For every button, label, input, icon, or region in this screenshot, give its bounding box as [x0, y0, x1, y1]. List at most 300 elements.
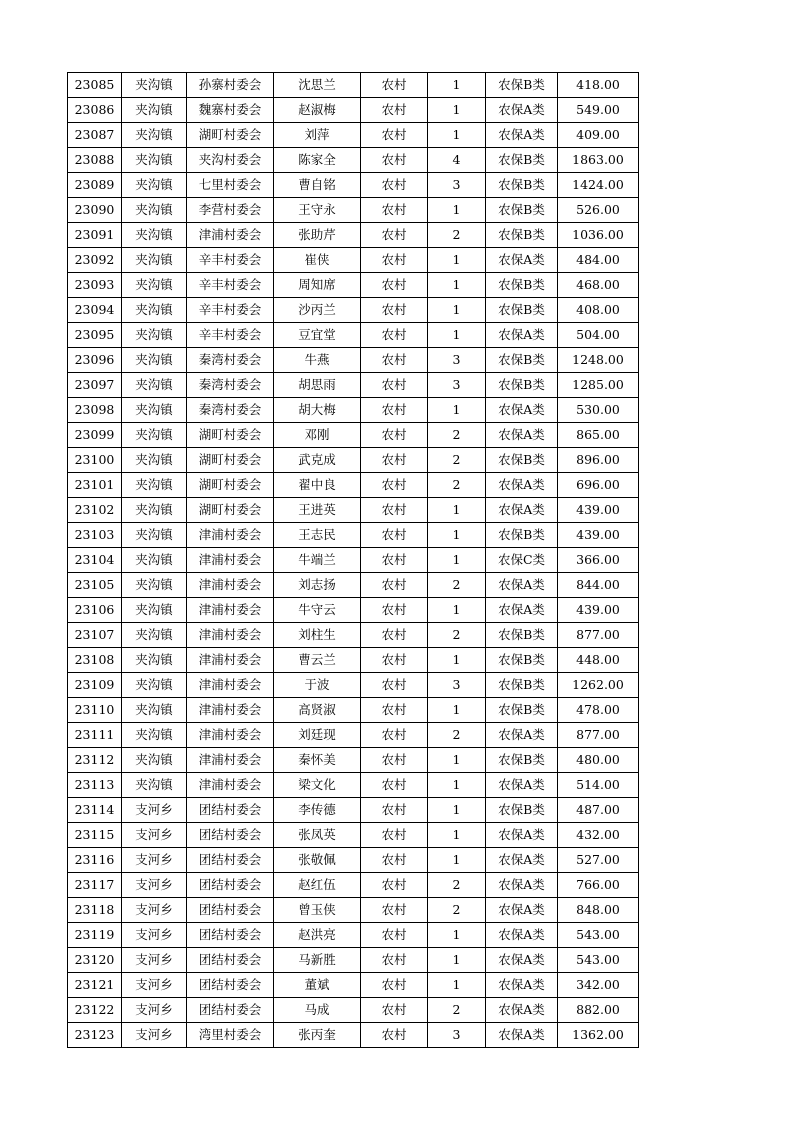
cell-household-size: 3	[428, 348, 486, 373]
cell-town: 夹沟镇	[122, 648, 187, 673]
cell-household-type: 农村	[361, 98, 428, 123]
cell-person-name: 刘廷现	[274, 723, 361, 748]
cell-household-size: 1	[428, 923, 486, 948]
cell-amount: 766.00	[558, 873, 639, 898]
cell-household-type: 农村	[361, 973, 428, 998]
cell-record-id: 23105	[68, 573, 122, 598]
cell-insurance-category: 农保B类	[486, 73, 558, 98]
cell-person-name: 董斌	[274, 973, 361, 998]
cell-village-committee: 孙寨村委会	[187, 73, 274, 98]
cell-record-id: 23109	[68, 673, 122, 698]
cell-household-size: 1	[428, 848, 486, 873]
table-row	[68, 98, 639, 123]
cell-record-id: 23104	[68, 548, 122, 573]
cell-household-type: 农村	[361, 298, 428, 323]
cell-household-size: 2	[428, 623, 486, 648]
table-row	[68, 623, 639, 648]
cell-insurance-category: 农保B类	[486, 523, 558, 548]
cell-insurance-category: 农保A类	[486, 598, 558, 623]
cell-person-name: 赵洪亮	[274, 923, 361, 948]
cell-household-type: 农村	[361, 723, 428, 748]
cell-household-type: 农村	[361, 73, 428, 98]
cell-town: 夹沟镇	[122, 423, 187, 448]
table-row	[68, 598, 639, 623]
cell-insurance-category: 农保B类	[486, 748, 558, 773]
cell-town: 夹沟镇	[122, 548, 187, 573]
cell-village-committee: 团结村委会	[187, 998, 274, 1023]
cell-household-type: 农村	[361, 123, 428, 148]
cell-household-type: 农村	[361, 1023, 428, 1048]
cell-person-name: 陈家全	[274, 148, 361, 173]
table-row	[68, 698, 639, 723]
cell-household-type: 农村	[361, 323, 428, 348]
cell-insurance-category: 农保A类	[486, 98, 558, 123]
cell-person-name: 赵红伍	[274, 873, 361, 898]
cell-household-size: 1	[428, 648, 486, 673]
cell-town: 夹沟镇	[122, 673, 187, 698]
cell-household-type: 农村	[361, 673, 428, 698]
cell-village-committee: 津浦村委会	[187, 698, 274, 723]
table-row	[68, 123, 639, 148]
cell-household-type: 农村	[361, 698, 428, 723]
cell-person-name: 刘萍	[274, 123, 361, 148]
cell-village-committee: 团结村委会	[187, 973, 274, 998]
cell-amount: 439.00	[558, 523, 639, 548]
cell-town: 夹沟镇	[122, 748, 187, 773]
cell-village-committee: 团结村委会	[187, 898, 274, 923]
cell-amount: 526.00	[558, 198, 639, 223]
cell-record-id: 23114	[68, 798, 122, 823]
cell-town: 夹沟镇	[122, 73, 187, 98]
table-row	[68, 1023, 639, 1048]
cell-insurance-category: 农保A类	[486, 998, 558, 1023]
table-row	[68, 248, 639, 273]
cell-town: 夹沟镇	[122, 98, 187, 123]
cell-person-name: 赵淑梅	[274, 98, 361, 123]
cell-record-id: 23100	[68, 448, 122, 473]
cell-person-name: 胡思雨	[274, 373, 361, 398]
records-table	[67, 72, 639, 1048]
cell-insurance-category: 农保A类	[486, 848, 558, 873]
cell-household-size: 1	[428, 748, 486, 773]
cell-record-id: 23085	[68, 73, 122, 98]
table-row	[68, 423, 639, 448]
cell-village-committee: 七里村委会	[187, 173, 274, 198]
cell-household-type: 农村	[361, 223, 428, 248]
cell-amount: 882.00	[558, 998, 639, 1023]
cell-amount: 484.00	[558, 248, 639, 273]
cell-town: 夹沟镇	[122, 448, 187, 473]
cell-village-committee: 津浦村委会	[187, 548, 274, 573]
cell-household-type: 农村	[361, 423, 428, 448]
cell-village-committee: 津浦村委会	[187, 598, 274, 623]
cell-person-name: 曹云兰	[274, 648, 361, 673]
cell-amount: 527.00	[558, 848, 639, 873]
cell-person-name: 周知席	[274, 273, 361, 298]
cell-village-committee: 秦湾村委会	[187, 348, 274, 373]
cell-amount: 549.00	[558, 98, 639, 123]
table-row	[68, 848, 639, 873]
table-row	[68, 348, 639, 373]
cell-record-id: 23107	[68, 623, 122, 648]
cell-household-size: 2	[428, 723, 486, 748]
cell-insurance-category: 农保A类	[486, 898, 558, 923]
cell-village-committee: 团结村委会	[187, 848, 274, 873]
cell-amount: 848.00	[558, 898, 639, 923]
cell-household-size: 1	[428, 973, 486, 998]
cell-village-committee: 团结村委会	[187, 823, 274, 848]
cell-record-id: 23094	[68, 298, 122, 323]
cell-household-size: 1	[428, 248, 486, 273]
cell-household-size: 1	[428, 948, 486, 973]
cell-person-name: 张敬佩	[274, 848, 361, 873]
cell-town: 夹沟镇	[122, 173, 187, 198]
cell-household-type: 农村	[361, 873, 428, 898]
cell-insurance-category: 农保B类	[486, 173, 558, 198]
cell-village-committee: 津浦村委会	[187, 573, 274, 598]
cell-household-type: 农村	[361, 898, 428, 923]
cell-town: 支河乡	[122, 823, 187, 848]
cell-amount: 418.00	[558, 73, 639, 98]
cell-record-id: 23101	[68, 473, 122, 498]
cell-village-committee: 津浦村委会	[187, 523, 274, 548]
cell-town: 支河乡	[122, 998, 187, 1023]
cell-amount: 409.00	[558, 123, 639, 148]
cell-record-id: 23122	[68, 998, 122, 1023]
cell-town: 夹沟镇	[122, 498, 187, 523]
cell-household-size: 2	[428, 998, 486, 1023]
cell-person-name: 马新胜	[274, 948, 361, 973]
cell-town: 支河乡	[122, 898, 187, 923]
cell-record-id: 23088	[68, 148, 122, 173]
cell-town: 夹沟镇	[122, 623, 187, 648]
cell-insurance-category: 农保A类	[486, 498, 558, 523]
cell-amount: 448.00	[558, 648, 639, 673]
cell-insurance-category: 农保B类	[486, 373, 558, 398]
cell-record-id: 23115	[68, 823, 122, 848]
cell-insurance-category: 农保A类	[486, 723, 558, 748]
cell-person-name: 李传德	[274, 798, 361, 823]
cell-insurance-category: 农保A类	[486, 423, 558, 448]
cell-household-type: 农村	[361, 273, 428, 298]
cell-insurance-category: 农保B类	[486, 223, 558, 248]
cell-insurance-category: 农保A类	[486, 473, 558, 498]
cell-village-committee: 辛丰村委会	[187, 248, 274, 273]
cell-household-size: 1	[428, 298, 486, 323]
cell-household-size: 3	[428, 1023, 486, 1048]
cell-town: 夹沟镇	[122, 598, 187, 623]
cell-town: 夹沟镇	[122, 473, 187, 498]
cell-amount: 1863.00	[558, 148, 639, 173]
cell-person-name: 王进英	[274, 498, 361, 523]
cell-insurance-category: 农保A类	[486, 123, 558, 148]
cell-person-name: 张丙奎	[274, 1023, 361, 1048]
cell-town: 夹沟镇	[122, 298, 187, 323]
cell-amount: 865.00	[558, 423, 639, 448]
cell-village-committee: 秦湾村委会	[187, 373, 274, 398]
cell-insurance-category: 农保C类	[486, 548, 558, 573]
cell-village-committee: 团结村委会	[187, 923, 274, 948]
cell-household-size: 2	[428, 423, 486, 448]
cell-insurance-category: 农保A类	[486, 773, 558, 798]
cell-amount: 543.00	[558, 948, 639, 973]
cell-household-size: 1	[428, 548, 486, 573]
cell-village-committee: 湖町村委会	[187, 448, 274, 473]
cell-record-id: 23117	[68, 873, 122, 898]
table-row	[68, 798, 639, 823]
cell-record-id: 23092	[68, 248, 122, 273]
cell-village-committee: 辛丰村委会	[187, 298, 274, 323]
cell-person-name: 豆宜堂	[274, 323, 361, 348]
cell-amount: 504.00	[558, 323, 639, 348]
cell-amount: 366.00	[558, 548, 639, 573]
cell-record-id: 23120	[68, 948, 122, 973]
cell-household-size: 1	[428, 498, 486, 523]
cell-household-size: 2	[428, 898, 486, 923]
cell-household-size: 1	[428, 698, 486, 723]
cell-amount: 480.00	[558, 748, 639, 773]
cell-household-type: 农村	[361, 573, 428, 598]
cell-household-size: 1	[428, 823, 486, 848]
cell-insurance-category: 农保B类	[486, 298, 558, 323]
cell-person-name: 张凤英	[274, 823, 361, 848]
cell-insurance-category: 农保A类	[486, 948, 558, 973]
cell-town: 夹沟镇	[122, 698, 187, 723]
cell-village-committee: 秦湾村委会	[187, 398, 274, 423]
cell-record-id: 23106	[68, 598, 122, 623]
cell-household-size: 3	[428, 373, 486, 398]
cell-household-type: 农村	[361, 348, 428, 373]
cell-insurance-category: 农保B类	[486, 798, 558, 823]
cell-household-type: 农村	[361, 823, 428, 848]
cell-town: 夹沟镇	[122, 198, 187, 223]
cell-person-name: 刘志扬	[274, 573, 361, 598]
cell-household-type: 农村	[361, 248, 428, 273]
table-row	[68, 373, 639, 398]
cell-town: 夹沟镇	[122, 148, 187, 173]
cell-village-committee: 魏寨村委会	[187, 98, 274, 123]
table-row	[68, 948, 639, 973]
cell-person-name: 于波	[274, 673, 361, 698]
cell-household-type: 农村	[361, 648, 428, 673]
cell-insurance-category: 农保A类	[486, 323, 558, 348]
cell-household-type: 农村	[361, 523, 428, 548]
cell-insurance-category: 农保A类	[486, 573, 558, 598]
cell-record-id: 23090	[68, 198, 122, 223]
table-row	[68, 398, 639, 423]
cell-village-committee: 辛丰村委会	[187, 323, 274, 348]
cell-record-id: 23102	[68, 498, 122, 523]
cell-household-size: 1	[428, 273, 486, 298]
cell-village-committee: 津浦村委会	[187, 723, 274, 748]
cell-village-committee: 津浦村委会	[187, 223, 274, 248]
cell-town: 支河乡	[122, 798, 187, 823]
cell-person-name: 翟中良	[274, 473, 361, 498]
cell-village-committee: 夹沟村委会	[187, 148, 274, 173]
cell-household-size: 1	[428, 523, 486, 548]
cell-amount: 877.00	[558, 623, 639, 648]
cell-household-type: 农村	[361, 173, 428, 198]
cell-person-name: 沙丙兰	[274, 298, 361, 323]
cell-household-type: 农村	[361, 198, 428, 223]
cell-amount: 408.00	[558, 298, 639, 323]
cell-household-type: 农村	[361, 998, 428, 1023]
cell-amount: 1285.00	[558, 373, 639, 398]
cell-record-id: 23116	[68, 848, 122, 873]
cell-record-id: 23095	[68, 323, 122, 348]
cell-person-name: 王守永	[274, 198, 361, 223]
cell-household-size: 2	[428, 873, 486, 898]
cell-town: 夹沟镇	[122, 573, 187, 598]
cell-insurance-category: 农保A类	[486, 1023, 558, 1048]
cell-village-committee: 团结村委会	[187, 798, 274, 823]
cell-insurance-category: 农保A类	[486, 248, 558, 273]
cell-village-committee: 湖町村委会	[187, 498, 274, 523]
table-row	[68, 823, 639, 848]
cell-record-id: 23089	[68, 173, 122, 198]
cell-village-committee: 湾里村委会	[187, 1023, 274, 1048]
cell-village-committee: 湖町村委会	[187, 423, 274, 448]
cell-insurance-category: 农保B类	[486, 448, 558, 473]
cell-amount: 468.00	[558, 273, 639, 298]
cell-record-id: 23108	[68, 648, 122, 673]
cell-household-type: 农村	[361, 548, 428, 573]
cell-insurance-category: 农保B类	[486, 648, 558, 673]
cell-insurance-category: 农保B类	[486, 673, 558, 698]
cell-town: 支河乡	[122, 948, 187, 973]
cell-household-size: 1	[428, 98, 486, 123]
cell-insurance-category: 农保A类	[486, 873, 558, 898]
cell-record-id: 23112	[68, 748, 122, 773]
cell-village-committee: 辛丰村委会	[187, 273, 274, 298]
cell-insurance-category: 农保B类	[486, 198, 558, 223]
cell-amount: 342.00	[558, 973, 639, 998]
cell-amount: 877.00	[558, 723, 639, 748]
cell-household-size: 2	[428, 448, 486, 473]
cell-record-id: 23118	[68, 898, 122, 923]
cell-insurance-category: 农保A类	[486, 973, 558, 998]
cell-amount: 696.00	[558, 473, 639, 498]
cell-person-name: 胡大梅	[274, 398, 361, 423]
cell-household-size: 1	[428, 398, 486, 423]
cell-household-type: 农村	[361, 498, 428, 523]
table-row	[68, 648, 639, 673]
table-row	[68, 973, 639, 998]
cell-household-size: 1	[428, 798, 486, 823]
cell-village-committee: 津浦村委会	[187, 648, 274, 673]
cell-amount: 439.00	[558, 598, 639, 623]
cell-town: 支河乡	[122, 1023, 187, 1048]
cell-person-name: 马成	[274, 998, 361, 1023]
cell-household-type: 农村	[361, 598, 428, 623]
cell-town: 夹沟镇	[122, 398, 187, 423]
table-row	[68, 723, 639, 748]
table-row	[68, 273, 639, 298]
cell-person-name: 张助芹	[274, 223, 361, 248]
cell-insurance-category: 农保B类	[486, 698, 558, 723]
table-row	[68, 73, 639, 98]
cell-household-type: 农村	[361, 773, 428, 798]
cell-person-name: 梁文化	[274, 773, 361, 798]
cell-person-name: 王志民	[274, 523, 361, 548]
cell-insurance-category: 农保A类	[486, 823, 558, 848]
cell-record-id: 23113	[68, 773, 122, 798]
cell-household-size: 2	[428, 573, 486, 598]
cell-amount: 1262.00	[558, 673, 639, 698]
table-row	[68, 748, 639, 773]
cell-household-type: 农村	[361, 948, 428, 973]
cell-household-type: 农村	[361, 748, 428, 773]
cell-household-size: 1	[428, 773, 486, 798]
cell-household-size: 4	[428, 148, 486, 173]
cell-insurance-category: 农保B类	[486, 623, 558, 648]
cell-household-type: 农村	[361, 623, 428, 648]
cell-insurance-category: 农保B类	[486, 348, 558, 373]
cell-record-id: 23087	[68, 123, 122, 148]
cell-town: 夹沟镇	[122, 248, 187, 273]
cell-record-id: 23091	[68, 223, 122, 248]
cell-town: 支河乡	[122, 973, 187, 998]
cell-person-name: 秦怀美	[274, 748, 361, 773]
cell-amount: 1036.00	[558, 223, 639, 248]
cell-amount: 432.00	[558, 823, 639, 848]
cell-town: 夹沟镇	[122, 223, 187, 248]
cell-amount: 478.00	[558, 698, 639, 723]
cell-insurance-category: 农保A类	[486, 398, 558, 423]
cell-town: 夹沟镇	[122, 123, 187, 148]
cell-household-type: 农村	[361, 148, 428, 173]
table-row	[68, 898, 639, 923]
cell-household-type: 农村	[361, 398, 428, 423]
table-row	[68, 923, 639, 948]
table-row	[68, 573, 639, 598]
cell-household-size: 2	[428, 223, 486, 248]
cell-household-type: 农村	[361, 448, 428, 473]
table-row	[68, 148, 639, 173]
cell-amount: 1248.00	[558, 348, 639, 373]
cell-household-type: 农村	[361, 473, 428, 498]
table-row	[68, 873, 639, 898]
cell-record-id: 23096	[68, 348, 122, 373]
table-row	[68, 448, 639, 473]
cell-amount: 543.00	[558, 923, 639, 948]
cell-town: 夹沟镇	[122, 373, 187, 398]
cell-record-id: 23097	[68, 373, 122, 398]
cell-town: 支河乡	[122, 848, 187, 873]
cell-household-size: 1	[428, 323, 486, 348]
cell-household-type: 农村	[361, 798, 428, 823]
cell-village-committee: 湖町村委会	[187, 473, 274, 498]
cell-record-id: 23110	[68, 698, 122, 723]
table-row	[68, 473, 639, 498]
cell-person-name: 曾玉侠	[274, 898, 361, 923]
cell-record-id: 23123	[68, 1023, 122, 1048]
cell-village-committee: 李营村委会	[187, 198, 274, 223]
table-row	[68, 998, 639, 1023]
cell-village-committee: 津浦村委会	[187, 748, 274, 773]
table-row	[68, 173, 639, 198]
table-row	[68, 298, 639, 323]
cell-person-name: 曹自铭	[274, 173, 361, 198]
table-row	[68, 673, 639, 698]
cell-amount: 1424.00	[558, 173, 639, 198]
cell-amount: 896.00	[558, 448, 639, 473]
cell-amount: 487.00	[558, 798, 639, 823]
cell-record-id: 23093	[68, 273, 122, 298]
cell-town: 支河乡	[122, 873, 187, 898]
cell-record-id: 23121	[68, 973, 122, 998]
cell-household-type: 农村	[361, 373, 428, 398]
